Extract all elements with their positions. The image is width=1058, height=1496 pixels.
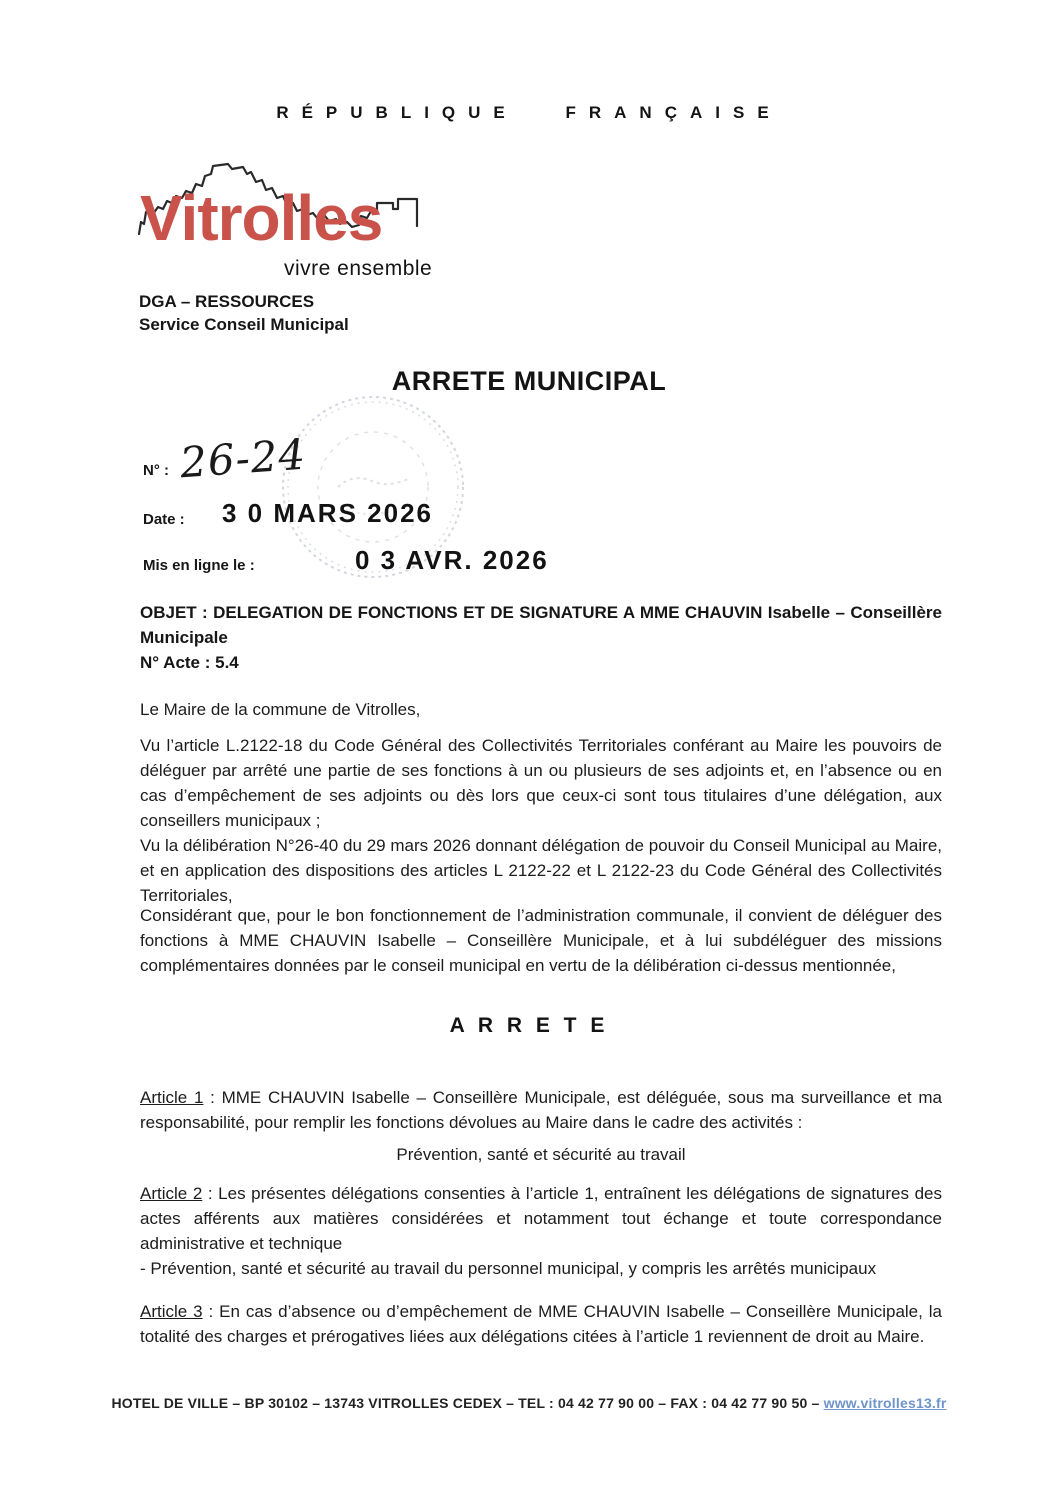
article-2-label: Article 2 xyxy=(140,1184,203,1203)
date-label: Date : xyxy=(143,511,185,528)
document-title: ARRETE MUNICIPAL xyxy=(391,366,667,396)
footer-text: HOTEL DE VILLE – BP 30102 – 13743 VITROLLES CEDEX – TEL : 04 42 77 90 00 – FAX : 04 42 77 90 50 – xyxy=(111,1395,824,1411)
article-2-bullet: - Prévention, santé et sécurité au travail du personnel municipal, y compris les arrêtés municipaux xyxy=(140,1259,877,1278)
department-block xyxy=(139,290,349,336)
logo-wordmark: Vitrolles xyxy=(140,182,383,254)
logo-tagline: vivre ensemble xyxy=(284,257,433,280)
article-1-label: Article 1 xyxy=(140,1088,204,1107)
article-2-text: : Les présentes délégations consenties à l’article 1, entraînent les délégations de signatures des actes afférents aux matières considérées et notamment tout échange et toute correspondance administrative et technique xyxy=(140,1184,942,1253)
paragraph-intro: Le Maire de la commune de Vitrolles, xyxy=(140,700,421,719)
article-3-paragraph xyxy=(140,1299,942,1349)
paragraph-vu-1: Vu l’article L.2122-18 du Code Général des Collectivités Territoriales conférant au Maire les pouvoirs de déléguer par arrêté une partie de ses fonctions à un ou plusieurs de ses adjoints et, en l’absence ou en cas d’empêchement de ses adjoints ou dès lors que ceux-ci sont tous titulaires d’une délégation, aux conseillers municipaux ; xyxy=(140,736,942,830)
numero-label: N° : xyxy=(143,462,169,479)
article-1-text: : MME CHAUVIN Isabelle – Conseillère Municipale, est déléguée, sous ma surveillance et ma responsabilité, pour remplir les fonctions dévolues au Maire dans le cadre des activités : xyxy=(140,1088,942,1132)
footer-address-line xyxy=(0,1395,1058,1411)
article-3-label: Article 3 xyxy=(140,1302,203,1321)
arrete-section-heading: A R R E T E xyxy=(449,1014,609,1037)
online-date-stamp-value: 0 3 AVR. 2026 xyxy=(355,545,549,575)
online-date-label: Mis en ligne le : xyxy=(143,557,255,574)
date-stamp-value: 3 0 MARS 2026 xyxy=(222,498,433,528)
vitrolles-logo xyxy=(138,150,458,295)
department-line1: DGA – RESSOURCES xyxy=(139,292,315,311)
article-3-text: : En cas d’absence ou d’empêchement de MME CHAUVIN Isabelle – Conseillère Municipale, la totalité des charges et prérogatives liées aux délégations citées à l’article 1 reviennent de droit au Maire. xyxy=(140,1302,942,1346)
department-line2: Service Conseil Municipal xyxy=(139,315,349,334)
acte-number: N° Acte : 5.4 xyxy=(140,653,239,672)
objet-block xyxy=(140,600,942,675)
article-1-paragraph xyxy=(140,1085,942,1135)
paragraph-considerant: Considérant que, pour le bon fonctionnement de l’administration communale, il convient de déléguer des fonctions à MME CHAUVIN Isabelle – Conseillère Municipale, et à lui subdéléguer des missions complémentaires données par le conseil municipal en vertu de la délibération ci-dessus mentionnée, xyxy=(140,906,942,975)
delegation-scope-line: Prévention, santé et sécurité au travail xyxy=(396,1145,686,1164)
numero-handwritten-value: 26-24 xyxy=(178,429,308,488)
article-2-paragraph xyxy=(140,1181,942,1256)
footer-website-link[interactable]: www.vitrolles13.fr xyxy=(823,1395,947,1411)
paragraph-vu-2: Vu la délibération N°26-40 du 29 mars 2026 donnant délégation de pouvoir du Conseil Municipal au Maire, et en application des dispositions des articles L 2122-22 et L 2122-23 du Code Général des Collectivités Territoriales, xyxy=(140,836,942,905)
objet-text: OBJET : DELEGATION DE FONCTIONS ET DE SIGNATURE A MME CHAUVIN Isabelle – Conseillère Municipale xyxy=(140,603,942,647)
republique-header: RÉPUBLIQUE FRANÇAISE xyxy=(276,103,782,122)
